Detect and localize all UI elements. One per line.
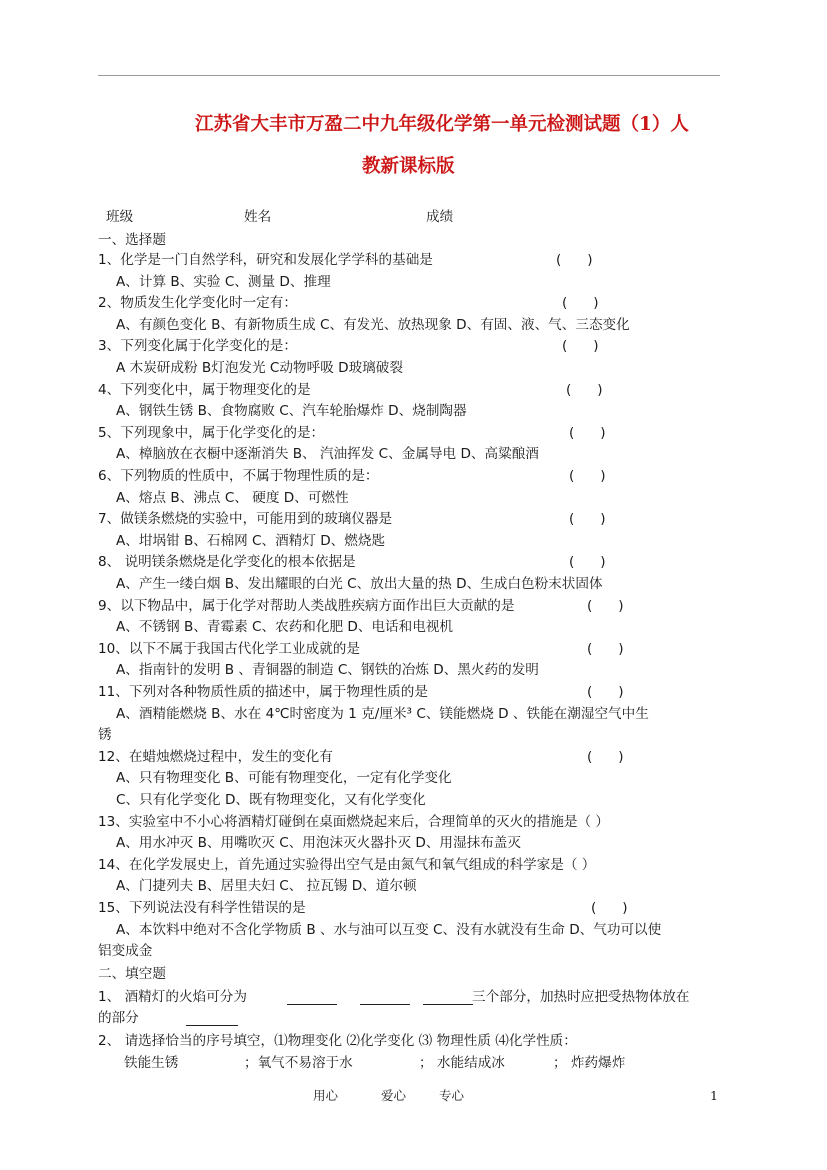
question-stem: 14、在化学发展史上，首先通过实验得出空气是由氮气和氧气组成的科学家是（ ） — [98, 856, 596, 873]
question-stem: 1、化学是一门自然学科，研究和发展化学学科的基础是 — [98, 252, 433, 268]
footer-text: 爱心 — [381, 1088, 407, 1103]
fill-blank[interactable] — [287, 1004, 337, 1005]
footer-text: 用心 — [313, 1088, 339, 1103]
fill-blank[interactable] — [186, 1025, 238, 1026]
question-options: A、有颜色变化 B、有新物质生成 C、有发光、放热现象 D、有固、液、气、三态变化 — [116, 316, 630, 333]
question-stem: 12、在蜡烛燃烧过程中，发生的变化有 — [98, 748, 333, 765]
question-options: A、只有物理变化 B、可能有物理变化，一定有化学变化 — [116, 770, 452, 787]
fill-q1-text: 1、 酒精灯的火焰可分为 — [98, 989, 247, 1005]
class-label: 班级 — [106, 209, 134, 225]
question-options: A、指南针的发明 B 、青铜器的制造 C、钢铁的冶炼 D、黑火药的发明 — [116, 662, 539, 679]
page-number: 1 — [710, 1088, 718, 1103]
question-stem: 11、下列对各种物质性质的描述中，属于物理性质的是 — [98, 684, 428, 700]
answer-parenthesis[interactable]: ( ) — [566, 381, 603, 398]
answer-parenthesis[interactable]: ( ) — [569, 554, 606, 571]
question-options: A、产生一缕白烟 B、发出耀眼的白光 C、放出大量的热 D、生成白色粉末状固体 — [116, 576, 603, 592]
question-options: A、坩埚钳 B、石棉网 C、酒精灯 D、燃烧匙 — [116, 532, 386, 549]
answer-parenthesis[interactable]: ( ) — [587, 597, 624, 614]
footer-text: 专心 — [439, 1088, 465, 1103]
answer-parenthesis[interactable]: ( ) — [562, 295, 599, 312]
question-options: A、不锈钢 B、青霉素 C、农药和化肥 D、电话和电视机 — [116, 619, 454, 636]
question-options: A、计算 B、实验 C、测量 D、推理 — [116, 273, 331, 290]
question-options: A、钢铁生锈 B、食物腐败 C、汽车轮胎爆炸 D、烧制陶器 — [116, 403, 467, 420]
answer-parenthesis[interactable]: ( ) — [587, 684, 624, 700]
answer-parenthesis[interactable]: ( ) — [556, 252, 593, 268]
score-label: 成绩 — [426, 209, 454, 225]
question-options: A、用水冲灭 B、用嘴吹灭 C、用泡沫灭火器扑灭 D、用湿抹布盖灭 — [116, 835, 521, 852]
fill-q2-item: 铁能生锈 — [124, 1055, 179, 1071]
question-options: A、门捷列夫 B、居里夫妇 C、 拉瓦锡 D、道尔顿 — [116, 878, 417, 895]
question-stem: 3、下列变化属于化学变化的是： — [98, 338, 297, 355]
header-rule — [98, 75, 720, 76]
question-stem: 5、下列现象中，属于化学变化的是： — [98, 424, 325, 441]
question-options: A、熔点 B、沸点 C、 硬度 D、可燃性 — [116, 489, 349, 506]
fill-blank[interactable] — [360, 1004, 410, 1005]
question-options: A、酒精能燃烧 B、水在 4℃时密度为 1 克/厘米³ C、镁能燃烧 D 、铁能在潮湿空气中生 — [116, 705, 649, 722]
fill-q2-item: ； 炸药爆炸 — [553, 1055, 626, 1071]
fill-q2-item: ； 水能结成冰 — [419, 1055, 505, 1071]
question-options: C、只有化学变化 D、既有物理变化，又有化学变化 — [116, 792, 426, 808]
question-options-continuation: 铝变成金 — [98, 943, 153, 960]
question-stem: 13、实验室中不小心将酒精灯碰倒在桌面燃烧起来后，合理简单的灭火的措施是（ ） — [98, 813, 609, 830]
question-stem: 15、下列说法没有科学性错误的是 — [98, 900, 306, 916]
document-title-line1: 江苏省大丰市万盈二中九年级化学第一单元检测试题（1）人 — [195, 114, 689, 135]
fill-q2-text: 2、 请选择恰当的序号填空，⑴物理变化 ⑵化学变化 ⑶ 物理性质 ⑷化学性质： — [98, 1033, 577, 1049]
fill-q2-item: ；氧气不易溶于水 — [244, 1055, 353, 1071]
fill-q1-text-cont: 三个部分，加热时应把受热物体放在 — [472, 989, 690, 1005]
question-stem: 4、下列变化中，属于物理变化的是 — [98, 381, 311, 398]
section-heading-fill: 二、填空题 — [98, 966, 166, 982]
fill-blank[interactable] — [423, 1004, 473, 1005]
answer-parenthesis[interactable]: ( ) — [569, 424, 606, 441]
answer-parenthesis[interactable]: ( ) — [569, 468, 606, 484]
question-options: A、樟脑放在衣橱中逐渐消失 B、 汽油挥发 C、金属导电 D、高粱酿酒 — [116, 446, 539, 463]
answer-parenthesis[interactable]: ( ) — [562, 338, 599, 355]
question-stem: 2、物质发生化学变化时一定有： — [98, 295, 297, 312]
document-title-line2: 教新课标版 — [362, 156, 455, 177]
question-stem: 6、下列物质的性质中，不属于物理性质的是： — [98, 468, 379, 484]
section-heading-choice: 一、选择题 — [98, 232, 166, 248]
name-label: 姓名 — [244, 209, 272, 225]
answer-parenthesis[interactable]: ( ) — [591, 900, 628, 916]
question-options: A 木炭研成粉 B灯泡发光 C动物呼吸 D玻璃破裂 — [116, 360, 403, 376]
fill-q1-text-end: 的部分 — [98, 1010, 139, 1026]
question-options-continuation: 锈 — [98, 727, 112, 744]
answer-parenthesis[interactable]: ( ) — [569, 511, 606, 528]
question-options: A、本饮料中绝对不含化学物质 B 、水与油可以互变 C、没有水就没有生命 D、气功可以使 — [116, 921, 662, 938]
question-stem: 8、 说明镁条燃烧是化学变化的根本依据是 — [98, 554, 356, 571]
question-stem: 10、以下不属于我国古代化学工业成就的是 — [98, 640, 360, 657]
question-stem: 7、做镁条燃烧的实验中，可能用到的玻璃仪器是 — [98, 511, 393, 528]
answer-parenthesis[interactable]: ( ) — [587, 748, 624, 765]
question-stem: 9、以下物品中，属于化学对帮助人类战胜疾病方面作出巨大贡献的是 — [98, 597, 515, 614]
answer-parenthesis[interactable]: ( ) — [587, 640, 624, 657]
